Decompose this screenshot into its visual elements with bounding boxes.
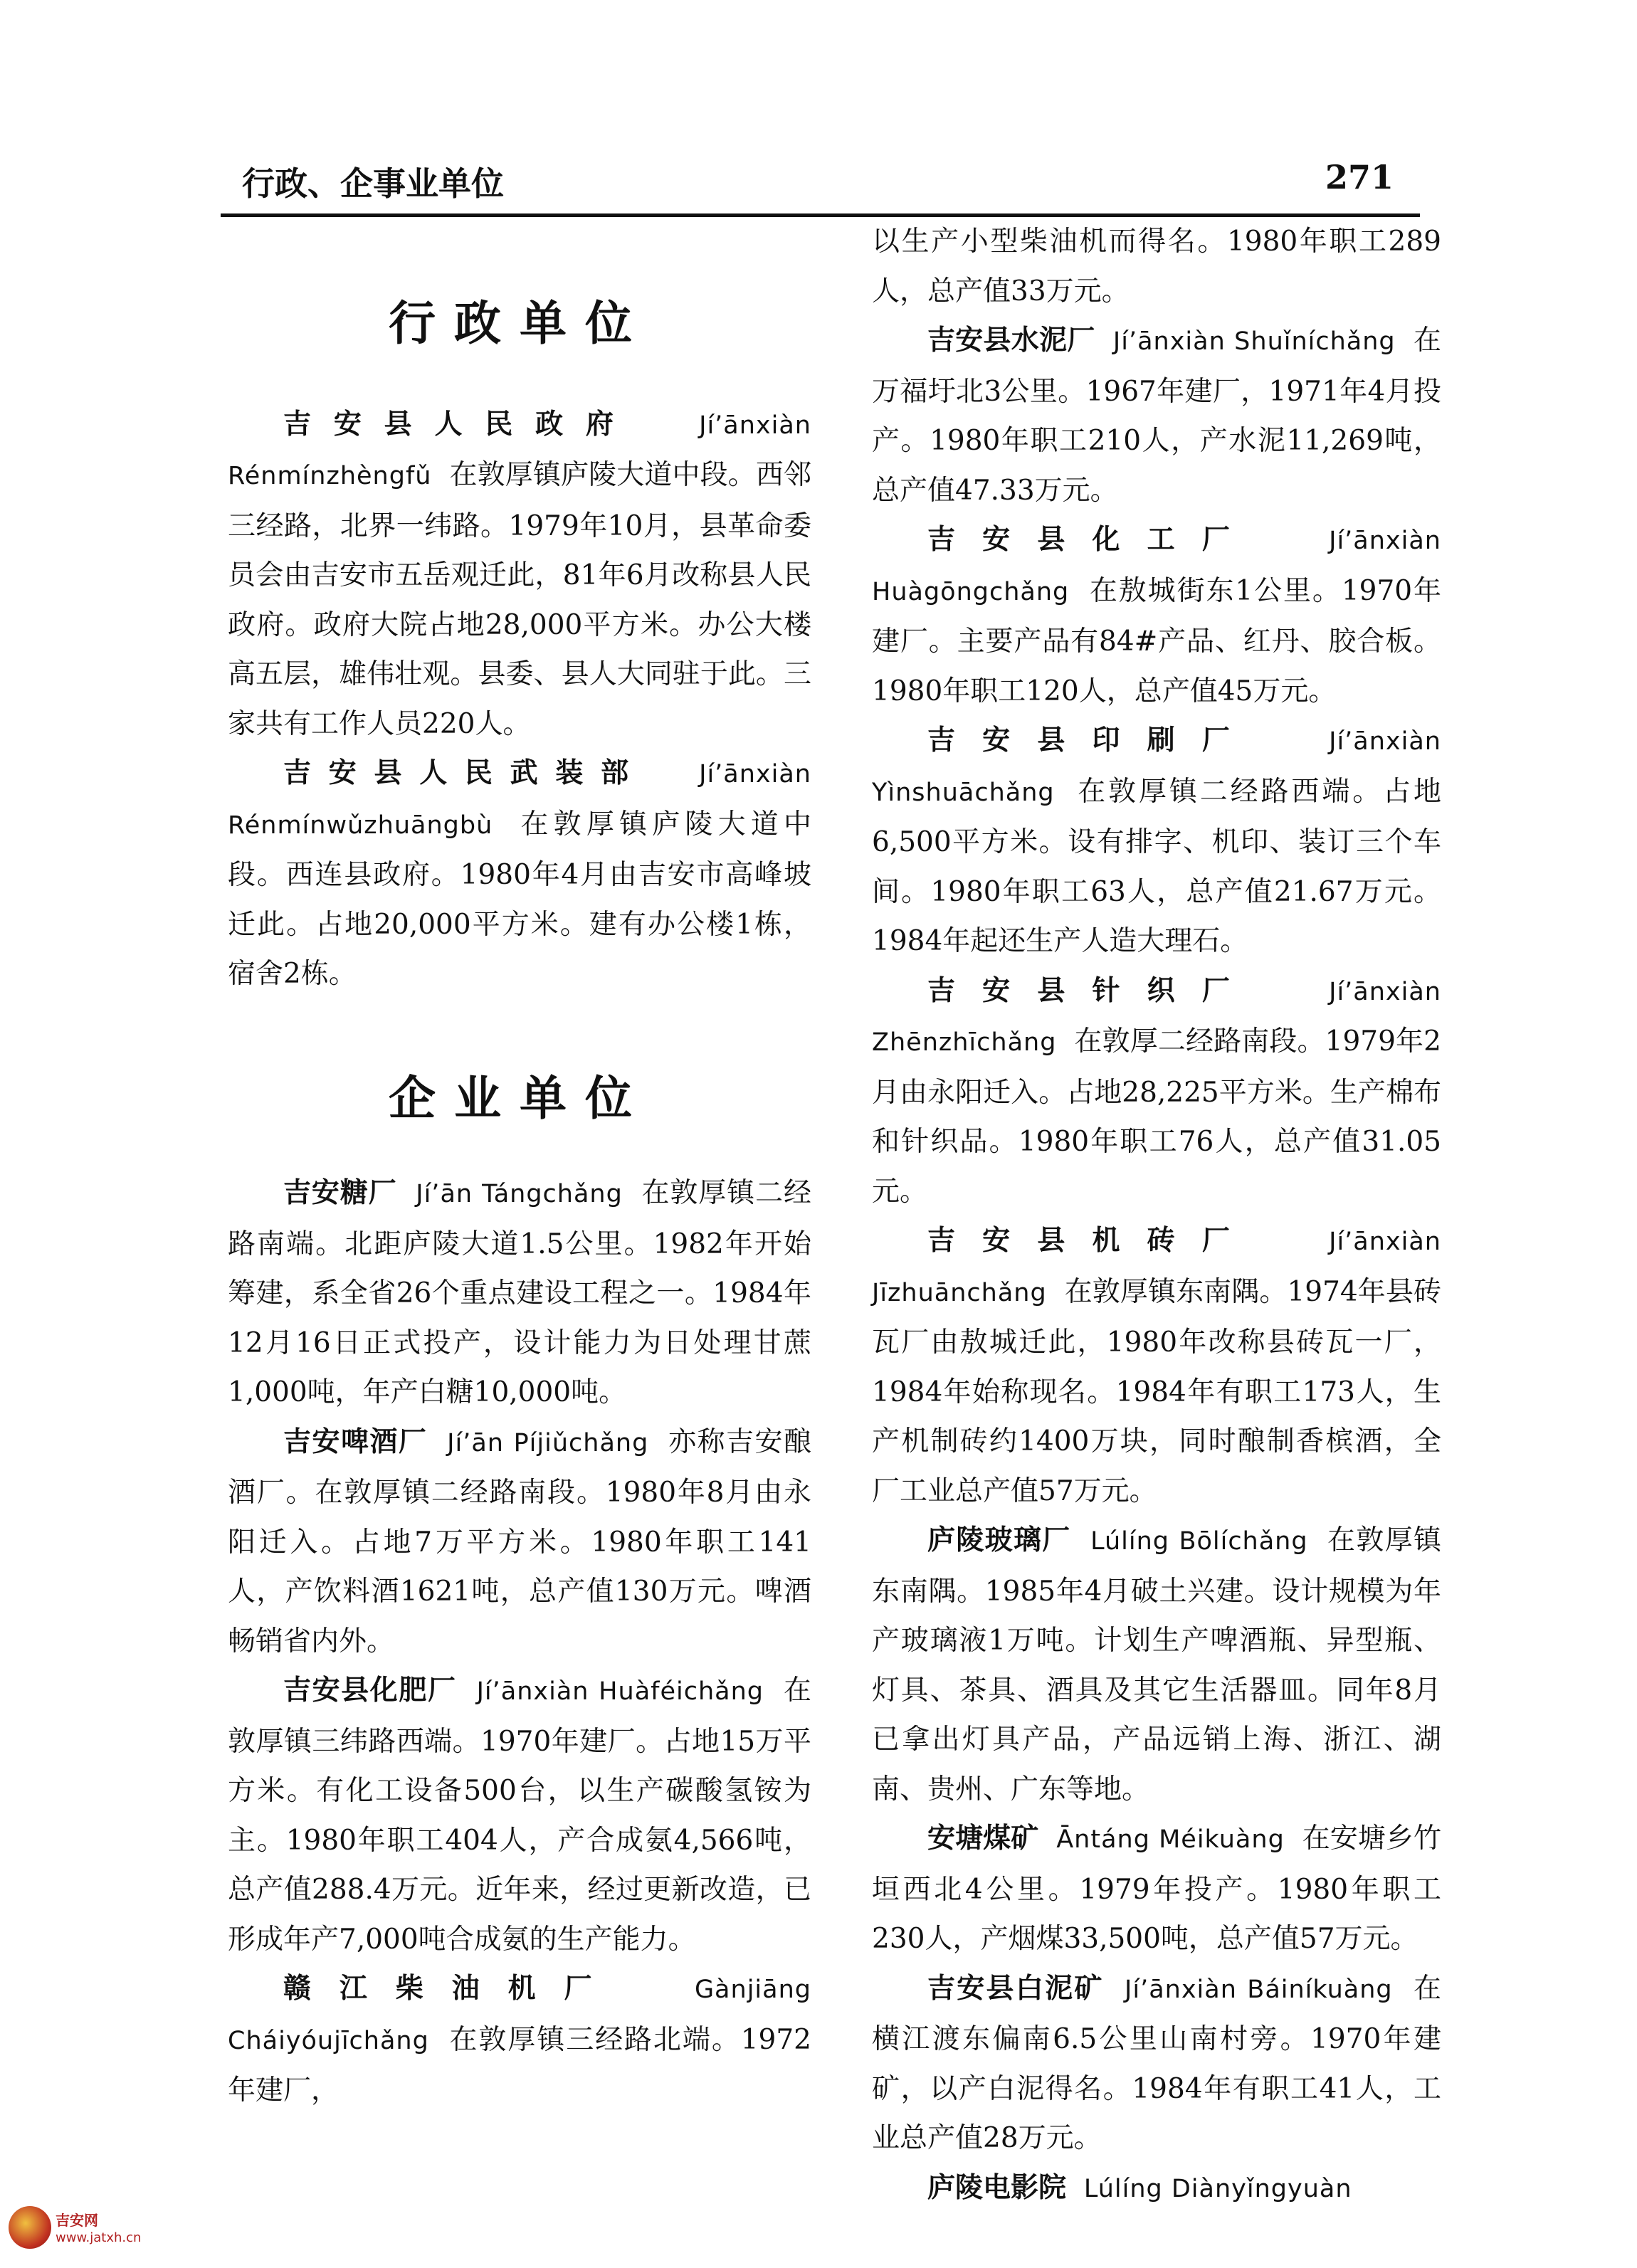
entry-chemical-plant [872, 515, 1441, 716]
entry-text: 在万福圩北3公里。1967年建厂，1971年4月投产。1980年职工210人，产水泥11,269吨，总产值47.33万元。 [872, 325, 1441, 507]
entry-name: 吉安县白泥矿 [927, 1971, 1104, 2005]
entry-romanization: Jí’ānxiàn Rénmínwǔzhuāngbù [228, 760, 811, 840]
watermark-url: www.jatxh.cn [56, 2230, 142, 2245]
continuation-text: 以生产小型柴油机而得名。1980年职工289人，总产值33万元。 [872, 226, 1441, 307]
running-header [228, 149, 1409, 206]
entry-text: 亦称吉安酿酒厂。在敦厚镇二经路南段。1980年8月由永阳迁入。占地7万平方米。1980年职工141人，产饮料酒1621吨，总产值130万元。啤酒畅销省内外。 [228, 1425, 811, 1657]
section-heading-enterprise: 企业单位 [389, 1070, 651, 1126]
entry-romanization: Gànjiāng Cháiyóujīchǎng [228, 1976, 811, 2055]
entry-name: 吉安糖厂 [283, 1176, 397, 1209]
entry-cement-plant [872, 316, 1441, 515]
entry-white-clay-mine [872, 1964, 1441, 2163]
entry-text: 在敦厚二经路南段。1979年2月由永阳迁入。占地28,225平方米。生产棉布和针织品。1980年职工76人，总产值31.05元。 [872, 1025, 1441, 1208]
entry-text: 在敦厚镇东南隅。1974年县砖瓦厂由敖城迁此，1980年改称县砖瓦一厂，1984年始称现名。1984年有职工173人，生产机制砖约1400万块，同时酿制香槟酒，全厂工业总产值57万元。 [872, 1275, 1441, 1507]
entry-name: 吉安县人民政府 [283, 407, 636, 441]
entry-brick-factory [872, 1216, 1441, 1516]
entry-romanization: Jí’ānxiàn Huàféichǎng [476, 1677, 764, 1706]
entry-name: 安塘煤矿 [927, 1822, 1039, 1855]
entry-romanization: Āntáng Méikuàng [1056, 1825, 1285, 1854]
left-column [228, 217, 811, 2116]
entry-name: 赣江柴油机厂 [283, 1972, 621, 2005]
entry-text: 在安塘乡竹垣西北4公里。1979年投产。1980年职工230人，产烟煤33,500吨，总产值57万元。 [872, 1823, 1442, 1955]
entry-name: 吉安县人民武装部 [283, 756, 646, 789]
right-column [872, 217, 1441, 2214]
header-title: 行政、企事业单位 [242, 164, 504, 203]
entry-text: 在敦厚镇二经路南端。北距庐陵大道1.5公里。1982年开始筹建，系全省26个重点建设工程之一。1984年12月16日正式投产，设计能力为日处理甘蔗1,000吨，年产白糖10,000吨。 [228, 1177, 811, 1408]
entry-name: 庐陵电影院 [927, 2171, 1067, 2204]
entry-text: 在横江渡东偏南6.5公里山南村旁。1970年建矿，以产白泥得名。1984年有职工41人，工业总产值28万元。 [872, 1972, 1441, 2154]
entry-sugar-factory [228, 1169, 811, 1418]
entry-name: 庐陵玻璃厂 [927, 1524, 1071, 1556]
entry-name: 吉安县印刷厂 [927, 724, 1257, 756]
entry-text: 在敦厚镇庐陵大道中段。西邻三经路，北界一纬路。1979年10月，县革命委员会由吉安市五岳观迁此，81年6月改称县人民政府。政府大院占地28,000平方米。办公大楼高五层，雄伟壮观。县委、县人大同驻于此。三家共有工作人员220人。 [228, 459, 811, 740]
entry-romanization: Jí’ānxiàn Shuǐníchǎng [1112, 327, 1396, 356]
entry-romanization: Jí’ān Tángchǎng [416, 1180, 623, 1208]
entry-glass-factory [872, 1516, 1441, 1814]
page-number: 271 [1325, 158, 1394, 196]
entry-knitting-mill [872, 966, 1441, 1217]
entry-name: 吉安县化工厂 [927, 523, 1257, 556]
entry-continuation [872, 217, 1441, 316]
entry-romanization: Jí’ānxiàn Yìnshuāchǎng [872, 727, 1441, 807]
site-logo-icon [9, 2206, 51, 2249]
entry-name: 吉安啤酒厂 [283, 1425, 428, 1458]
entry-printing-house [872, 716, 1441, 966]
entry-romanization: Lúlíng Diànyǐngyuàn [1083, 2174, 1352, 2203]
entry-county-government [228, 400, 811, 749]
entry-romanization: Jí’ānxiàn Huàgōngchǎng [872, 527, 1441, 606]
entry-romanization: Lúlíng Bōlíchǎng [1090, 1527, 1308, 1556]
entry-text: 在敦厚镇三纬路西端。1970年建厂。占地15万平方米。有化工设备500台，以生产碳酸氢铵为主。1980年职工404人，产合成氨4,566吨，总产值288.4万元。近年来，经过更新改造，已形成年产7,000吨合成氨的生产能力。 [228, 1674, 812, 1956]
entry-text: 在敦厚镇庐陵大道中段。西连县政府。1980年4月由吉安市高峰坡迁此。占地20,000平方米。建有办公楼1栋，宿舍2栋。 [228, 808, 811, 990]
entry-coal-mine [872, 1814, 1441, 1964]
entry-text: 在敦厚镇三经路北端。1972年建厂， [228, 2023, 811, 2106]
site-watermark [9, 2206, 194, 2256]
entry-diesel-engine-factory [228, 1964, 811, 2116]
entry-armed-forces-dept [228, 749, 811, 999]
section-heading-admin: 行政单位 [389, 296, 651, 351]
entry-name: 吉安县针织厂 [927, 974, 1257, 1007]
entry-romanization: Jí’ānxiàn Báiníkuàng [1125, 1975, 1393, 2004]
entry-name: 吉安县化肥厂 [283, 1674, 457, 1707]
entry-romanization: Jí’ānxiàn Zhēnzhīchǎng [872, 977, 1441, 1057]
entry-romanization: Jí’ānxiàn Jīzhuānchǎng [872, 1228, 1441, 1307]
entry-name: 吉安县水泥厂 [927, 324, 1095, 357]
entry-romanization: Jí’ānxiàn Rénmínzhèngfǔ [228, 411, 811, 490]
entry-romanization: Jí’ān Píjiǔchǎng [447, 1428, 649, 1457]
watermark-name: 吉安网 [56, 2212, 98, 2229]
entry-fertilizer-plant [228, 1666, 811, 1964]
entry-text: 在敖城街东1公里。1970年建厂。主要产品有84#产品、红丹、胶合板。1980年职工120人，总产值45万元。 [872, 574, 1441, 707]
entry-cinema [872, 2163, 1441, 2215]
entry-name: 吉安县机砖厂 [927, 1224, 1257, 1257]
entry-text: 在敦厚镇二经路西端。占地6,500平方米。设有排字、机印、装订三个车间。1980年职工63人，总产值21.67万元。1984年起还生产人造大理石。 [872, 775, 1441, 957]
entry-brewery [228, 1418, 811, 1667]
entry-text: 在敦厚镇东南隅。1985年4月破土兴建。设计规模为年产玻璃液1万吨。计划生产啤酒瓶、异型瓶、灯具、茶具、酒具及其它生活器皿。同年8月已拿出灯具产品，产品远销上海、浙江、湖南、贵州、广东等地。 [872, 1524, 1442, 1805]
